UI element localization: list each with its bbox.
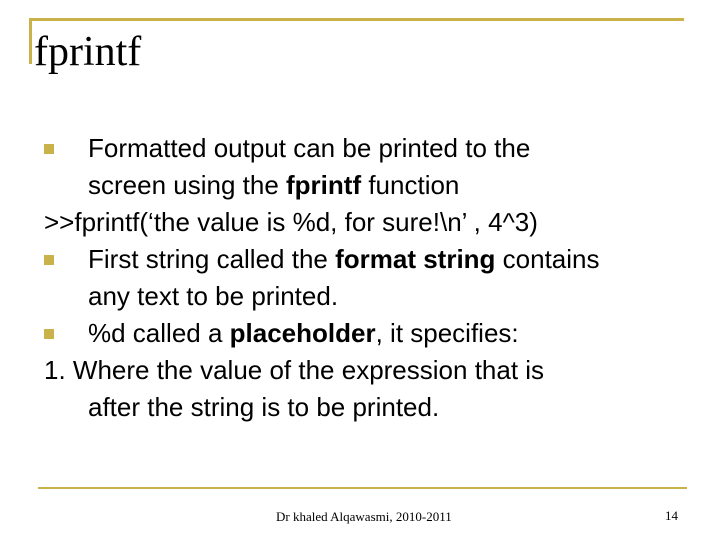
numbered-item-continuation	[44, 389, 694, 426]
text-run: function	[361, 170, 460, 200]
text-run: contains	[495, 244, 600, 274]
page-number: 14	[665, 508, 678, 523]
text-run: after the string is to be printed.	[88, 392, 440, 422]
text-run: any text to be printed.	[88, 281, 339, 311]
square-bullet-icon	[44, 255, 54, 265]
bullet-continuation	[44, 167, 694, 204]
footer-credit: Dr khaled Alqawasmi, 2010-2011	[276, 509, 452, 524]
title-left-rule	[29, 18, 32, 64]
square-bullet-icon	[44, 329, 54, 339]
text-run: First string called the	[88, 244, 336, 274]
slide-title: fprintf	[34, 29, 142, 75]
bullet-item-placeholder	[44, 315, 694, 352]
slide-body	[44, 130, 694, 426]
square-bullet-icon	[44, 144, 54, 154]
numbered-item	[44, 352, 694, 389]
bold-term-format-string: format string	[335, 244, 496, 274]
text-run: 1. Where the value of the expression that is	[44, 355, 545, 385]
footer-rule	[38, 487, 687, 489]
bullet-text: Formatted output can be printed to the	[88, 133, 531, 163]
bullet-item-format-string	[44, 241, 694, 278]
bold-term-fprintf: fprintf	[286, 170, 362, 200]
title-top-rule	[29, 18, 684, 21]
code-example	[44, 204, 694, 241]
code-text: >>fprintf(‘the value is %d, for sure!\n’ , 4^3)	[44, 207, 538, 237]
text-run: screen using the	[88, 170, 287, 200]
text-run: , it specifies:	[375, 318, 519, 348]
bold-term-placeholder: placeholder	[229, 318, 376, 348]
bullet-continuation	[44, 278, 694, 315]
text-run: %d called a	[88, 318, 230, 348]
bullet-item-formatted-output	[44, 130, 694, 167]
